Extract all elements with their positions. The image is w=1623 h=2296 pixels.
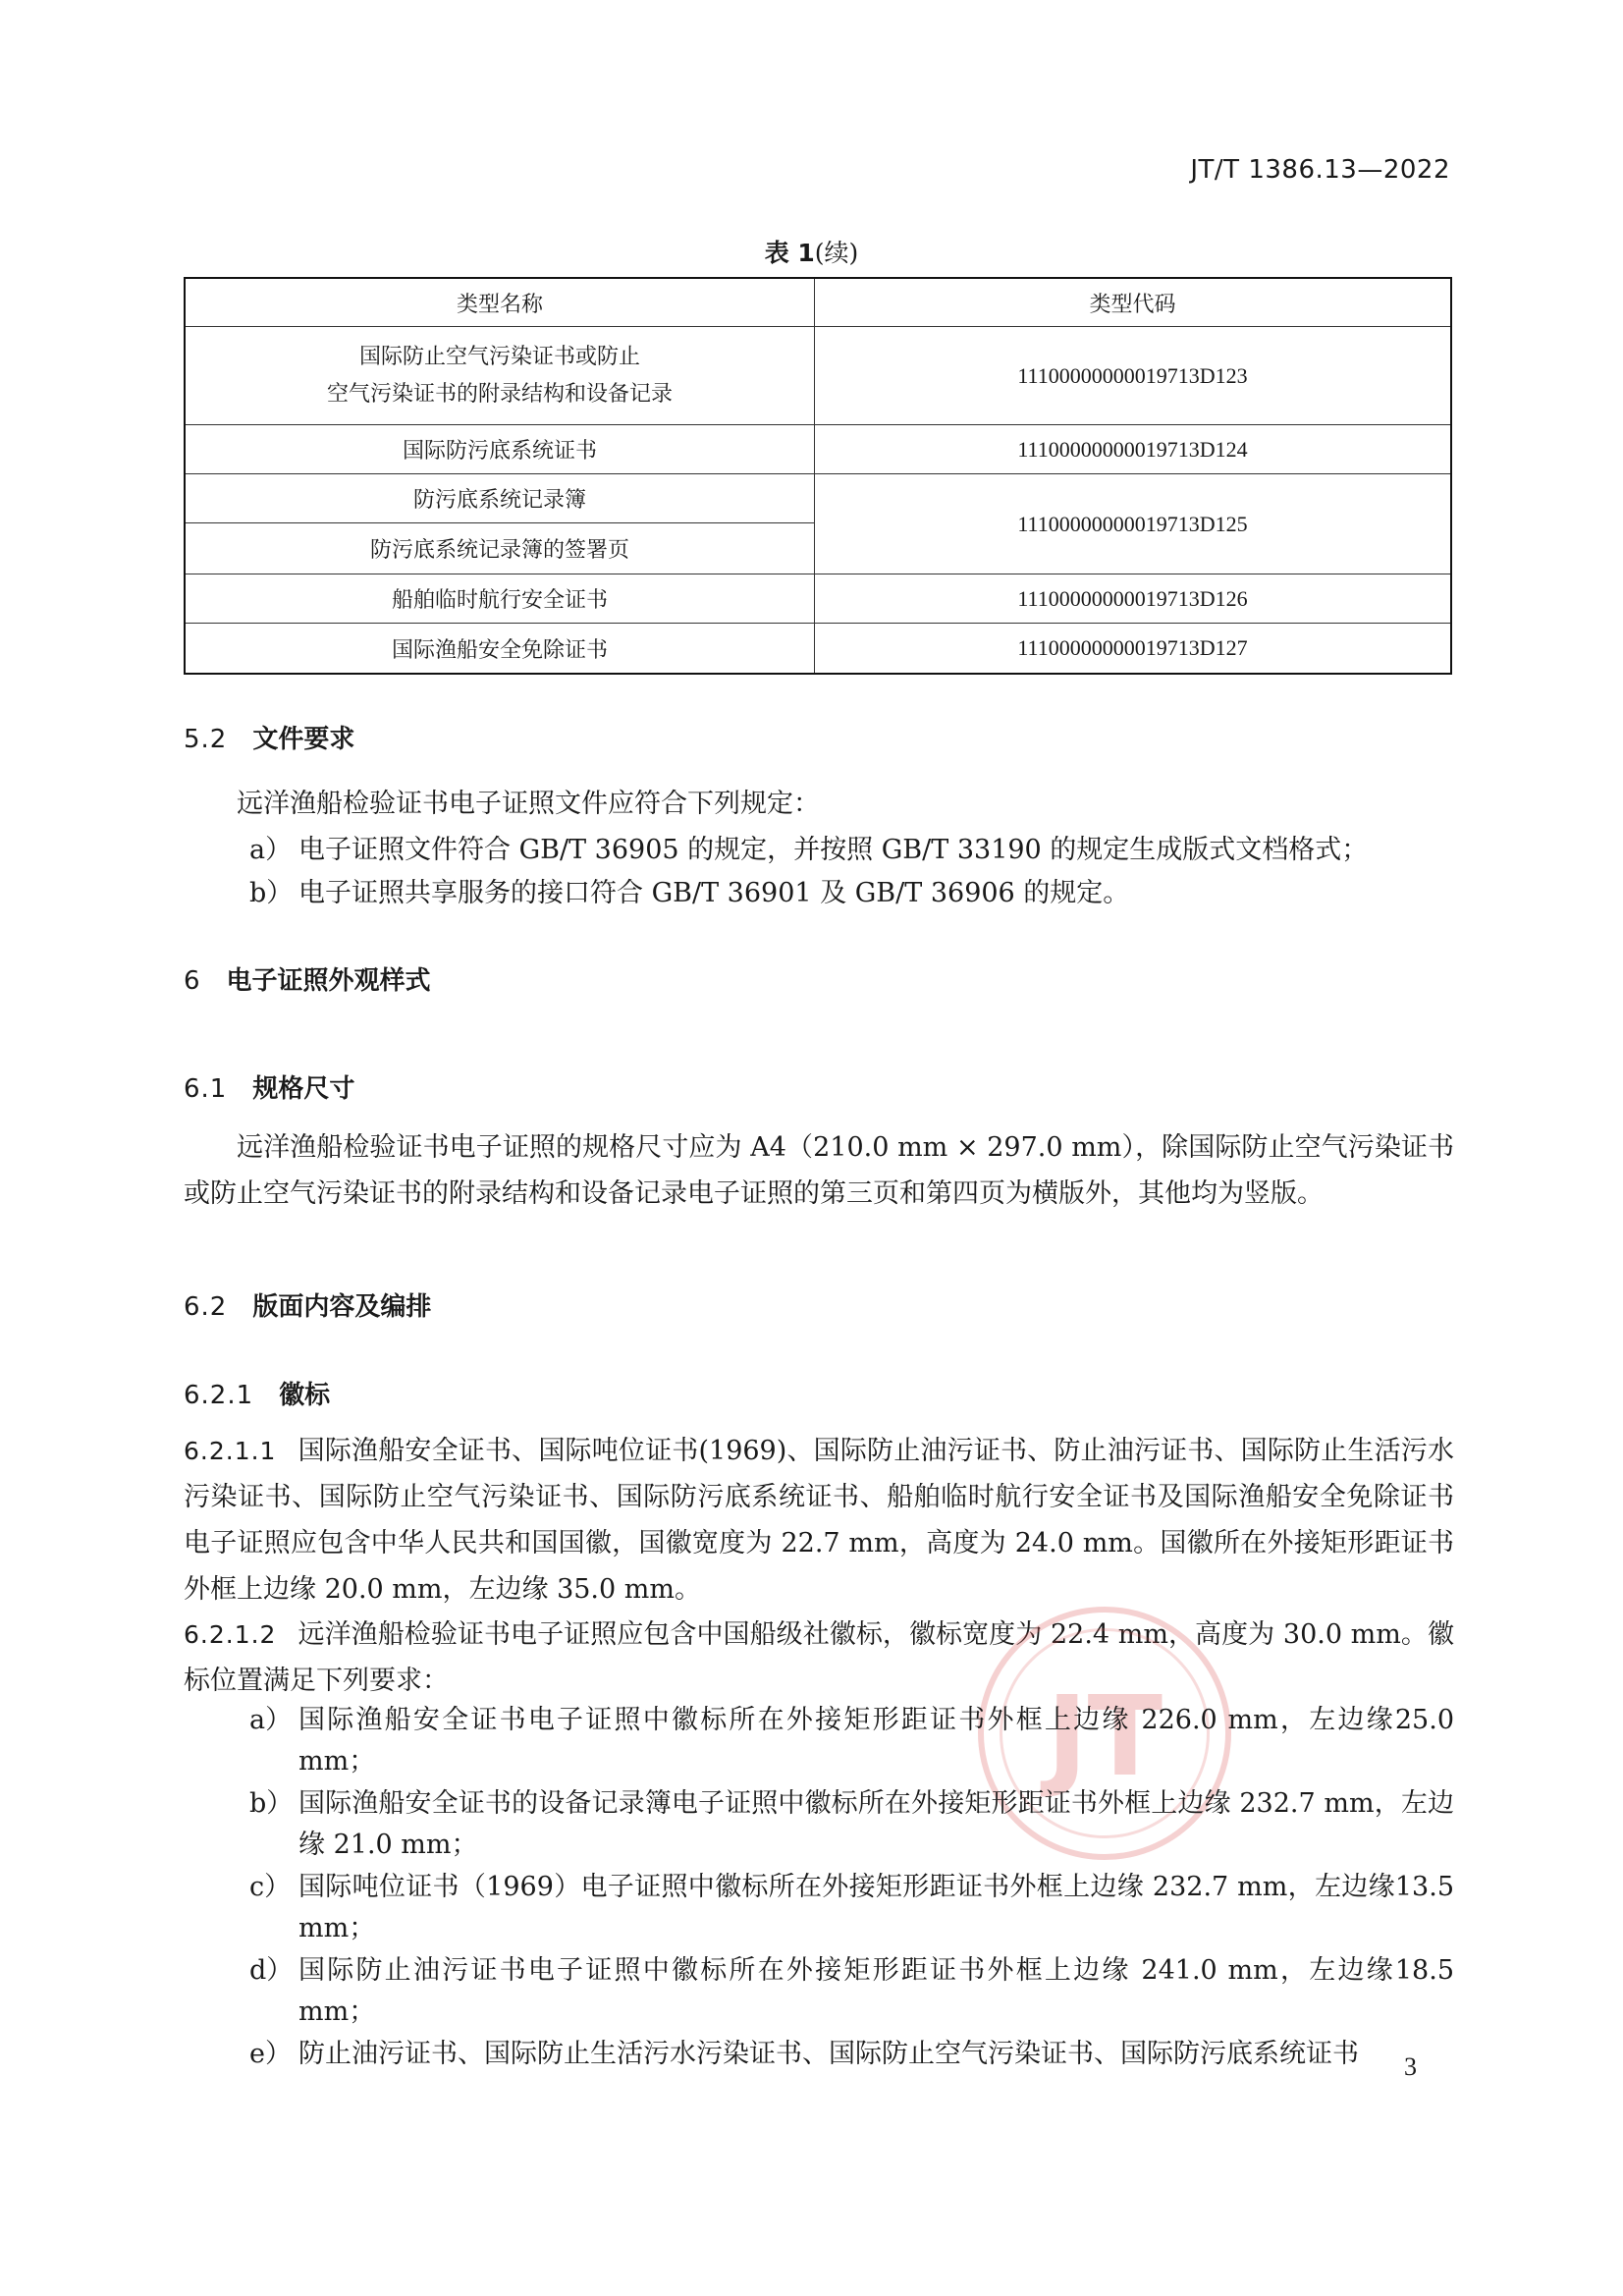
table-row	[185, 574, 1451, 624]
section-heading-5-2	[184, 719, 354, 755]
paragraph: 远洋渔船检验证书电子证照的规格尺寸应为 A4（210.0 mm × 297.0 mm），除国际防止空气污染证书或防止空气污染证书的附录结构和设备记录电子证照的第三页和第四页为横版外，其他均为竖版。	[184, 1132, 1454, 1209]
list-item	[249, 2034, 1454, 2075]
section-intro: 远洋渔船检验证书电子证照文件应符合下列规定：	[237, 789, 820, 819]
clause-6-2-1-1	[184, 1428, 1454, 1613]
type-code-cell: 11100000000019713D125	[815, 474, 1452, 574]
list-label: b）	[249, 1788, 294, 1819]
list-item	[249, 1867, 1454, 1949]
list-label: c）	[249, 1872, 292, 1902]
list-text: 国际防止油污证书电子证照中徽标所在外接矩形距证书外框上边缘 241.0 mm，左边缘18.5 mm；	[298, 1955, 1454, 2027]
type-name-line: 空气污染证书的附录结构和设备记录	[326, 381, 673, 407]
clause-number: 6.2.1.1	[184, 1437, 277, 1465]
column-header-type-name: 类型名称	[185, 278, 815, 327]
type-name-cell: 国际渔船安全免除证书	[185, 624, 815, 675]
type-name-line: 国际防止空气污染证书或防止	[358, 344, 640, 369]
table-title-main: 表 1	[764, 239, 815, 267]
page-number: 3	[1404, 2052, 1417, 2081]
section-title: 徽标	[279, 1381, 331, 1410]
section-title: 版面内容及编排	[252, 1292, 432, 1322]
table-row	[185, 425, 1451, 474]
list-text: 国际吨位证书（1969）电子证照中徽标所在外接矩形距证书外框上边缘 232.7 mm，左边缘13.5 mm；	[298, 1872, 1454, 1943]
clause-text: 国际渔船安全证书、国际吨位证书(1969)、国际防止油污证书、防止油污证书、国际防止生活污水污染证书、国际防止空气污染证书、国际防污底系统证书、船舶临时航行安全证书及国际渔船安全免除证书电子证照应包含中华人民共和国国徽，国徽宽度为 22.7 mm，高度为 24.0 mm。国徽所在外接矩形距证书外框上边缘 20.0 mm，左边缘 35.0 mm。	[184, 1436, 1454, 1605]
table-title	[0, 234, 1623, 269]
clause-6-2-1-2	[184, 1612, 1454, 1704]
section-number: 6.2.1	[184, 1381, 254, 1410]
watermark-text: JT	[1046, 1673, 1163, 1801]
table-row	[185, 327, 1451, 425]
section-number: 6.2	[184, 1292, 228, 1322]
column-header-type-code: 类型代码	[815, 278, 1452, 327]
list-text: 电子证照文件符合 GB/T 36905 的规定，并按照 GB/T 33190 的规定生成版式文档格式；	[298, 835, 1369, 865]
type-name-cell: 船舶临时航行安全证书	[185, 574, 815, 624]
section-heading-6-2-1	[184, 1375, 330, 1411]
list-text: 电子证照共享服务的接口符合 GB/T 36901 及 GB/T 36906 的规定。	[298, 878, 1130, 908]
clause-text: 远洋渔船检验证书电子证照应包含中国船级社徽标，徽标宽度为 22.4 mm，高度为 30.0 mm。徽标位置满足下列要求：	[184, 1619, 1454, 1696]
list-item	[249, 830, 1454, 871]
table-title-suffix: (续)	[814, 239, 859, 267]
certificate-type-table	[184, 277, 1452, 675]
type-name-cell: 防污底系统记录簿的签署页	[185, 523, 815, 574]
list-item	[249, 1950, 1454, 2033]
section-number: 6	[184, 966, 201, 996]
section-title: 文件要求	[252, 725, 355, 754]
section-number: 6.1	[184, 1074, 228, 1104]
list-label: a）	[249, 835, 293, 865]
section-title: 规格尺寸	[252, 1074, 355, 1104]
table-header-row	[185, 278, 1451, 327]
list-item	[249, 1783, 1454, 1866]
section-number: 5.2	[184, 725, 228, 754]
section-title: 电子证照外观样式	[226, 966, 431, 996]
list-text: 国际渔船安全证书电子证照中徽标所在外接矩形距证书外框上边缘 226.0 mm，左边缘25.0 mm；	[298, 1705, 1454, 1777]
list-text: 国际渔船安全证书的设备记录簿电子证照中徽标所在外接矩形距证书外框上边缘 232.7 mm，左边缘 21.0 mm；	[298, 1788, 1454, 1860]
list-label: b）	[249, 878, 294, 908]
list-text: 防止油污证书、国际防止生活污水污染证书、国际防止空气污染证书、国际防污底系统证书	[298, 2039, 1359, 2069]
standard-number: JT/T 1386.13—2022	[1190, 155, 1450, 185]
type-name-cell	[185, 327, 815, 425]
type-code-cell: 11100000000019713D123	[815, 327, 1452, 425]
list-label: e）	[249, 2039, 292, 2069]
type-code-cell: 11100000000019713D124	[815, 425, 1452, 474]
list-item	[249, 1700, 1454, 1782]
section-heading-6-1	[184, 1068, 354, 1105]
type-code-cell: 11100000000019713D126	[815, 574, 1452, 624]
section-heading-6-2	[184, 1286, 431, 1323]
list-label: a）	[249, 1705, 293, 1735]
table-row	[185, 474, 1451, 523]
list-item	[249, 873, 1454, 914]
table-row	[185, 624, 1451, 675]
clause-number: 6.2.1.2	[184, 1620, 277, 1649]
section-heading-6	[184, 960, 431, 997]
type-name-cell: 防污底系统记录簿	[185, 474, 815, 523]
type-code-cell: 11100000000019713D127	[815, 624, 1452, 675]
list-label: d）	[249, 1955, 294, 1986]
type-name-cell: 国际防污底系统证书	[185, 425, 815, 474]
